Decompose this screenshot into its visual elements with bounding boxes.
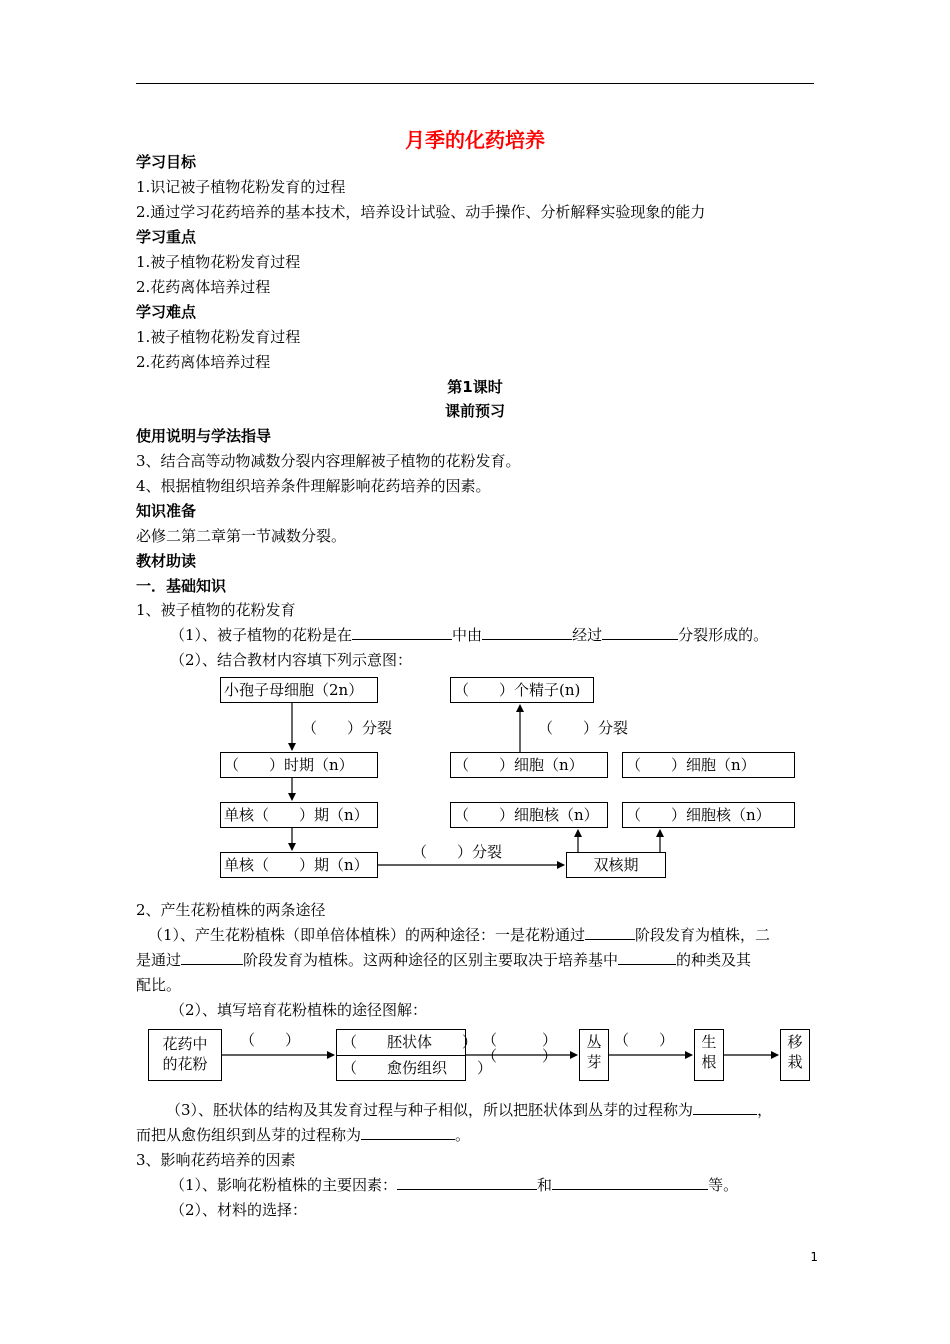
blank-field[interactable] [618, 950, 676, 965]
division-label: （ ）分裂 [302, 719, 393, 737]
guide-heading: 使用说明与学法指导 [136, 427, 272, 445]
difficulty-item: 2.花药离体培养过程 [136, 353, 271, 371]
key-point-item: 2.花药离体培养过程 [136, 278, 271, 296]
q3-text: 和 [537, 1176, 553, 1194]
path-label: （ ） [482, 1031, 558, 1049]
root-label: 生根 [701, 1033, 717, 1071]
q1-heading: 1、被子植物的花粉发育 [136, 601, 296, 619]
prep-text: 必修二第二章第一节减数分裂。 [136, 527, 347, 545]
q3-line [170, 1175, 738, 1195]
reading-heading: 教材助读 [136, 552, 197, 570]
difficulty-item: 1.被子植物花粉发育过程 [136, 328, 301, 346]
q1-text: 分裂形成的。 [678, 626, 769, 644]
header-rule [136, 83, 814, 84]
bud-box [579, 1029, 609, 1081]
blank-field[interactable] [361, 1125, 455, 1140]
q2-text: 是通过 [136, 951, 182, 969]
q2-text: 的种类及其 [676, 951, 752, 969]
root-box [694, 1029, 724, 1081]
stage-box: （ ）时期（n） [220, 752, 378, 778]
q2-text: 阶段发育为植株。这两种途径的区别主要取决于培养基中 [243, 951, 619, 969]
mother-cell-box: 小孢子母细胞（2n） [220, 677, 378, 703]
q3-part2: （2）、材料的选择： [170, 1201, 308, 1219]
q2-line [136, 1125, 470, 1145]
q1-text: 经过 [572, 626, 603, 644]
callus-label: （ 愈伤组织 ） [342, 1059, 493, 1077]
q2-text: 阶段发育为植株，二 [635, 926, 771, 944]
page-title: 月季的化药培养 [405, 128, 545, 152]
preview-label: 课前预习 [444, 402, 505, 420]
blank-field[interactable] [602, 625, 678, 640]
section-heading: 一．基础知识 [136, 577, 227, 595]
cell-box: （ ）细胞（n） [450, 752, 608, 778]
nucleus-box: （ ）细胞核（n） [622, 802, 795, 828]
goal-item: 2.通过学习花药培养的基本技术，培养设计试验、动手操作、分析解释实验现象的能力 [136, 203, 706, 221]
blank-field[interactable] [552, 1175, 708, 1190]
q3-heading: 3、影响花药培养的因素 [136, 1151, 296, 1169]
blank-field[interactable] [585, 925, 635, 940]
division-label: （ ）分裂 [538, 719, 629, 737]
q2-text: （3）、胚状体的结构及其发育过程与种子相似，所以把胚状体到丛芽的过程称为 [166, 1101, 694, 1119]
q1-part1 [170, 625, 768, 645]
q2-text: 而把从愈伤组织到丛芽的过程称为 [136, 1126, 362, 1144]
uninucleate-box: 单核（ ）期（n） [220, 802, 378, 828]
embryo-label: （ 胚状体 ） [337, 1030, 465, 1056]
guide-item: 3、结合高等动物减数分裂内容理解被子植物的花粉发育。 [136, 452, 521, 470]
q3-text: 等。 [708, 1176, 739, 1194]
q2-heading: 2、产生花粉植株的两条途径 [136, 901, 326, 919]
q1-text: （1）、被子植物的花粉是在 [170, 626, 353, 644]
q2-line [148, 925, 770, 945]
page-number: 1 [810, 1250, 818, 1264]
q1-text: 中由 [452, 626, 483, 644]
pollen-label: 花药中的花粉 [162, 1035, 208, 1073]
nucleus-box: （ ）细胞核（n） [450, 802, 608, 828]
q2-text: 。 [455, 1126, 471, 1144]
pollen-box [148, 1029, 222, 1081]
path-label: （ ） [482, 1047, 558, 1065]
goals-heading: 学习目标 [136, 153, 197, 171]
difficulties-heading: 学习难点 [136, 303, 197, 321]
prep-heading: 知识准备 [136, 502, 197, 520]
binucleate-box: 双核期 [566, 852, 666, 878]
q3-text: （1）、影响花粉植株的主要因素： [170, 1176, 398, 1194]
cell-box: （ ）细胞（n） [622, 752, 795, 778]
q2-line: 配比。 [136, 976, 182, 994]
key-points-heading: 学习重点 [136, 228, 197, 246]
q2-line [166, 1100, 772, 1120]
transplant-box [780, 1029, 810, 1081]
lesson-label: 第1课时 [447, 378, 503, 396]
q2-part2: （2）、填写培育花粉植株的途径图解： [170, 1001, 428, 1019]
path-label: （ ） [614, 1031, 675, 1049]
key-point-item: 1.被子植物花粉发育过程 [136, 253, 301, 271]
sperm-box: （ ）个精子(n) [450, 677, 594, 703]
blank-field[interactable] [482, 625, 572, 640]
bud-label: 丛芽 [586, 1033, 602, 1071]
blank-field[interactable] [693, 1100, 757, 1115]
path-label: （ ） [240, 1031, 301, 1049]
blank-field[interactable] [352, 625, 452, 640]
blank-field[interactable] [397, 1175, 537, 1190]
embryo-callus-box [336, 1029, 493, 1081]
blank-field[interactable] [181, 950, 243, 965]
q2-line [136, 950, 751, 970]
q2-text: （1）、产生花粉植株（即单倍体植株）的两种途径：一是花粉通过 [148, 926, 586, 944]
guide-item: 4、根据植物组织培养条件理解影响花药培养的因素。 [136, 477, 491, 495]
goal-item: 1.识记被子植物花粉发育的过程 [136, 178, 346, 196]
uninucleate-box: 单核（ ）期（n） [220, 852, 378, 878]
division-label: （ ）分裂 [412, 843, 503, 861]
q1-part2: （2）、结合教材内容填下列示意图： [170, 651, 413, 669]
q2-text: ， [757, 1101, 773, 1119]
transplant-label: 移栽 [787, 1033, 803, 1071]
